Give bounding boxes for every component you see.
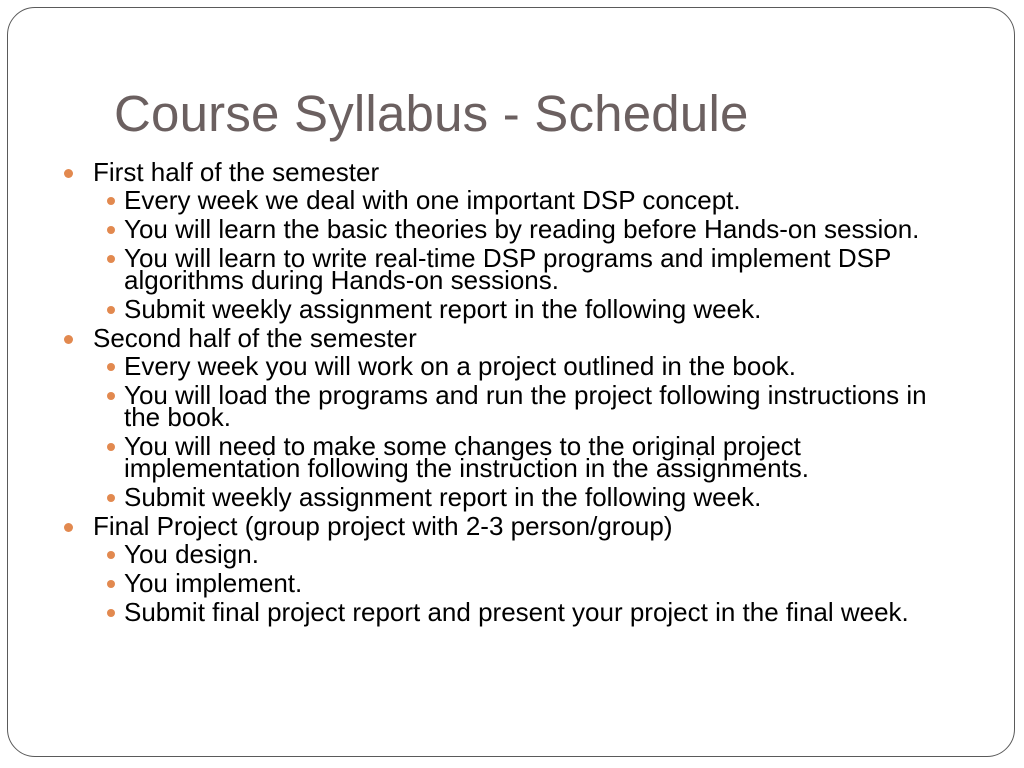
list-item: [94, 295, 964, 324]
sub-bullet-list: [93, 540, 964, 627]
list-item-text: Submit weekly assignment report in the following week.: [124, 482, 762, 512]
list-item: [94, 432, 964, 483]
section-heading: Second half of the semester: [93, 323, 417, 353]
bullet-dot-icon: [107, 306, 115, 314]
section-first-half: [64, 158, 964, 324]
list-item: [94, 483, 964, 512]
bullet-dot-icon: [64, 169, 73, 178]
list-item: [94, 540, 964, 569]
list-item-text: You design.: [124, 539, 259, 569]
bullet-dot-icon: [107, 255, 115, 263]
list-item: [94, 215, 964, 244]
sub-bullet-list: [93, 186, 964, 324]
list-item-text: Every week we deal with one important DSP concept.: [124, 185, 741, 215]
list-item-text: You will learn to write real-time DSP programs and implement DSP algorithms during Hands-on sessions.: [124, 243, 891, 295]
slide-content: [64, 158, 964, 627]
section-second-half: [64, 324, 964, 512]
list-item: [94, 244, 964, 295]
bullet-dot-icon: [107, 609, 115, 617]
list-item: [94, 186, 964, 215]
bullet-dot-icon: [107, 494, 115, 502]
list-item-text: You implement.: [124, 568, 303, 598]
slide-title: Course Syllabus - Schedule: [114, 85, 749, 142]
list-item: [94, 381, 964, 432]
list-item-text: Submit final project report and present your project in the final week.: [124, 597, 909, 627]
bullet-dot-icon: [107, 226, 115, 234]
bullet-dot-icon: [64, 523, 73, 532]
bullet-dot-icon: [107, 551, 115, 559]
bullet-dot-icon: [107, 363, 115, 371]
list-item: [94, 598, 964, 627]
list-item-text: You will learn the basic theories by reading before Hands-on session.: [124, 214, 920, 244]
bullet-list: [64, 158, 964, 627]
bullet-dot-icon: [107, 392, 115, 400]
section-heading: First half of the semester: [93, 157, 380, 187]
bullet-dot-icon: [107, 197, 115, 205]
list-item-text: Every week you will work on a project outlined in the book.: [124, 351, 797, 381]
list-item-text: You will load the programs and run the project following instructions in the book.: [124, 380, 927, 432]
list-item-text: You will need to make some changes to the original project implementation following the instruction in the assignments.: [124, 431, 810, 483]
section-final-project: [64, 512, 964, 627]
list-item-text: Submit weekly assignment report in the following week.: [124, 294, 762, 324]
list-item: [94, 352, 964, 381]
section-heading: Final Project (group project with 2-3 person/group): [93, 511, 673, 541]
bullet-dot-icon: [107, 580, 115, 588]
bullet-dot-icon: [107, 443, 115, 451]
bullet-dot-icon: [64, 335, 73, 344]
sub-bullet-list: [93, 352, 964, 512]
list-item: [94, 569, 964, 598]
